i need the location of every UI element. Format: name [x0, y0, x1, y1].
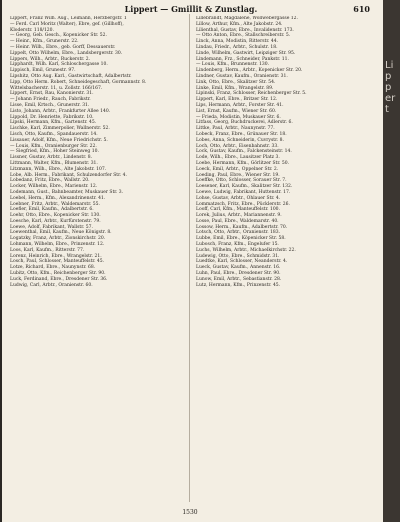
directory-entry: Lissauer, Adolf, Kfm., Neue Friedrichstr. 5.: [10, 137, 108, 143]
directory-entry: Lippert, Ernst, Rau, Kanonierstr. 31.: [10, 91, 94, 97]
directory-entry: Lode, Wilh., Ebre., Lausitzer Platz 3.: [196, 155, 280, 161]
directory-entry: — Georg, Geb. Gesch., Kopenicker Str. 52.: [10, 33, 107, 39]
directory-entry: Lobe, Alb. Herm., Fabrikant, Schulzendorfer Str. 4.: [10, 172, 127, 178]
directory-entry: Logatzky, Franz, Arbtr., Zionskirchstr. 20.: [10, 236, 106, 242]
page-number: 610: [353, 4, 370, 14]
directory-entry: Luck, Ferdinand, Ebre., Dresdener Str. 36.: [10, 276, 108, 282]
directory-entry: Loebel, Herm., Kfm., Alexandrinenstr. 41.: [10, 195, 106, 201]
directory-entry: Lobes, Anna, Schneiderin, Cuvrystr. 8.: [196, 137, 284, 143]
directory-entry: Lippert, Karl, Ebre., Britzer Str. 12.: [196, 97, 278, 103]
directory-entry: Lutz, Hermann, Kfm., Prinzenstr. 45.: [196, 282, 281, 288]
directory-entry: Lillebrandt, Magdalene, Wollwebergasse 12.: [196, 16, 298, 21]
directory-entry: Losch, Paul, Schlosser, Manteuffelstr. 45.: [10, 259, 105, 265]
directory-entry: Loewe, Adolf, Fabrikant, Wallstr. 57.: [10, 224, 93, 230]
directory-entry: Locker, Wilhelm, Ebre., Marienstr. 12.: [10, 184, 98, 190]
directory-entry: Lips, Hermann, Arbtr., Forster Str. 41.: [196, 102, 284, 108]
directory-entry: Littmann, Walter, Kfm., Blumenstr. 31.: [10, 160, 98, 166]
right-column: [196, 16, 368, 506]
directory-entry: — Siegfried, Kfm., Hoher Steinweg 10.: [10, 149, 99, 155]
directory-entry: Loesener, Karl, Kaufm., Skalitzer Str. 132.: [196, 184, 293, 190]
directory-entry: Kloderstr. 118/120.: [10, 27, 54, 33]
directory-entry: Link, Otto, Ebre., Skalitzer Str. 54.: [196, 79, 276, 85]
directory-entry: Lipinski, Franz, Schlosser, Reichenberger Str. 5.: [196, 91, 307, 97]
directory-entry: Lodemann, Gust., Bahnbeamter, Muskauer Str. 3.: [10, 189, 124, 195]
directory-entry: Luchs, Wilhelm, Arbtr., Michaelkirchstr. 22.: [196, 247, 296, 253]
directory-entry: Loewe, Ludwig, Fabrikant, Huttenstr. 17.: [196, 189, 291, 195]
directory-entry: Lubbe, Emil, Ebre., Köpenicker Str. 58.: [196, 236, 286, 242]
directory-entry: — Louis, Kfm., Oranienburger Str. 22.: [10, 143, 97, 149]
directory-entry: — Otto Anton, Ebre., Stallschreiberstr. 5.: [196, 33, 291, 39]
directory-entry: Lissner, Gustav, Arbtr., Lindenstr. 8.: [10, 155, 93, 161]
directory-entry: Litzmann, Wilh., Ebre., Alte Jakobstr. 107.: [10, 166, 107, 172]
directory-entry: Lommatzsch, Fritz, Ebre., Pücklerstr. 26.: [196, 201, 290, 207]
directory-entry: — Johann Friedr., Rauch, Fabrikstr.: [10, 97, 91, 103]
directory-entry: Luhn, Paul, Ebre., Dresdener Str. 90.: [196, 271, 281, 277]
directory-entry: Loos, Karl, Kaufm., Ritterstr. 77.: [10, 247, 85, 253]
directory-entry: Lorek, Julius, Arbtr., Mariannenstr. 9.: [196, 213, 282, 219]
directory-entry: Loch, Otto, Arbtr., Eisenbahnstr. 33.: [196, 143, 279, 149]
directory-entry: Lindau, Friedr., Arbtr., Schulstr. 18.: [196, 44, 278, 50]
directory-entry: Lipshitz, Otto Aug. Karl., Gastwirtschaft, Adalbertstr.: [10, 73, 132, 79]
header-title: Lippert — Gmillit & Zunstlag.: [124, 4, 258, 14]
directory-entry: — Heinr., Kfm., Grunerstr. 22.: [10, 39, 79, 45]
directory-entry: Lohse, Gustav, Arbtr., Ohlauer Str. 4.: [196, 195, 281, 201]
page-footer: 1530: [182, 509, 198, 516]
directory-entry: Lillow, Arthur, Kfm., Alte Jakobstr. 24.: [196, 21, 283, 27]
directory-entry: — Louis, Kfm., Brunnenstr. 130.: [196, 62, 270, 68]
directory-entry: Lohmann, Wilhelm, Ebre., Prinzenstr. 12.: [10, 242, 105, 248]
directory-entry: Lippers, Wilh., Arbtr., Ruckerstr. 2.: [10, 56, 91, 62]
directory-entry: — Frieda, Modistin, Muskauer Str. 6.: [196, 114, 281, 120]
directory-entry: Littke, Paul, Arbtr., Naunynstr. 77.: [196, 126, 275, 132]
directory-entry: Lobedanz, Fritz, Ebre., Wallstr. 20.: [10, 178, 90, 184]
directory-entry: Linke, Emil, Kfm., Wrangelstr. 89.: [196, 85, 274, 91]
directory-entry: Lindenberg, Herm., Arbtr., Kopenicker Str. 20.: [196, 68, 303, 74]
directory-entry: Loewenthal, Emil, Kaufm., Neue Königstr. 8.: [10, 230, 112, 236]
directory-entry: Loebe, Hermann, Kfm., Görlitzer Str. 50.: [196, 160, 290, 166]
spine-label: Lippert: [385, 60, 396, 115]
directory-entry: Lisch, Otto, Kaufm., Spandauerstr. 14.: [10, 131, 98, 137]
directory-entry: Ludwig, Carl, Arbtr., Oranienstr. 60.: [10, 282, 93, 288]
directory-entry: Lilienthal, Gustav, Ebre., Invalidenstr. 173.: [196, 27, 294, 33]
directory-entry: Losse, Paul, Ebre., Waldemarstr. 40.: [196, 218, 279, 224]
directory-entry: Loefler, Emil, Kaufm., Adalbertstr. 6.: [10, 207, 94, 213]
directory-entry: Lotsch, Otto, Arbtr., Oranienstr. 183.: [196, 230, 281, 236]
directory-entry: — Ferd. Carl Moritz (Walter), Ebre, gef. (Gillhoff),: [10, 21, 124, 27]
directory-entry: Lipski, Hermann, Kfm., Gartenstr. 45.: [10, 120, 97, 126]
directory-entry: Lubitz, Otto, Kfm., Reichenberger Str. 90.: [10, 271, 106, 277]
directory-entry: Linde, Wilhelm, Gastwirt, Leipziger Str. 95.: [196, 50, 296, 56]
directory-entry: Loeffke, Otto, Schlosser, Sorauer Str. 7.: [196, 178, 287, 184]
directory-entry: Ludewig, Otto, Ebre., Schmidstr. 31.: [196, 253, 280, 259]
directory-entry: Lunow, Emil, Arbtr., Sebastianstr. 28.: [196, 276, 282, 282]
directory-entry: Lippert, Franz Wilh. Aug., Leimann, Herzbergstr. 1: [10, 16, 127, 21]
directory-entry: Listo, Johann, Arbtr., Frankfurter Allee 140.: [10, 108, 111, 114]
directory-entry: Looff, Carl, Kfm., Manteuffelstr. 100.: [196, 207, 280, 213]
directory-entry: Wittelsbacherstr. 11, u. Zollstr. 166/167.: [10, 85, 103, 91]
directory-entry: Loehr, Otto, Ebre., Kopenicker Str. 130.: [10, 213, 101, 219]
directory-entry: Lossow, Herm., Kaufm., Adalbertstr. 70.: [196, 224, 288, 230]
directory-entry: Lubosch, Franz, Kfm., Engelufer 15.: [196, 242, 279, 248]
directory-entry: Lindner, Gustav, Kaufm., Oranienstr. 31.: [196, 73, 288, 79]
directory-entry: Lippelt, Otto Wilhelm, Ebre., Landsbergerstr. 30.: [10, 50, 123, 56]
page-header: [12, 3, 370, 15]
directory-entry: Lisse, Emil, Krtsch., Grunerstr. 31.: [10, 102, 90, 108]
directory-entry: Lotze, Richard, Ebre., Naunynstr. 68.: [10, 265, 96, 271]
directory-entry: Lueck, Gustav, Kaufm., Annenstr. 16.: [196, 265, 281, 271]
directory-entry: Loeck, Emil, Arbtr., Oppelner Str. 2.: [196, 166, 279, 172]
directory-entry: Loesche, Karl, Arbtr., Kurfürstenstr. 79.: [10, 218, 101, 224]
directory-entry: Loeding, Paul, Ebre., Wiener Str. 19.: [196, 172, 280, 178]
left-column: [10, 16, 182, 506]
directory-entry: List, Ernst, Kaufm., Wiener Str. 60.: [196, 108, 277, 114]
directory-entry: Lindemann, Frz., Schneider, Pankstr. 11.: [196, 56, 289, 62]
column-divider: [189, 14, 190, 502]
directory-entry: — Heinr. Wilh., Ebre., geb. Gorff, Dessauerstr.: [10, 44, 116, 50]
directory-entry: Lorenz, Heinrich, Ebre., Wrangelstr. 21.: [10, 253, 102, 259]
directory-entry: Linck, Anna, Modistin, Ritterstr. 44.: [196, 39, 279, 45]
directory-entry: Luedtke, Karl, Schlosser, Neanderstr. 4.: [196, 259, 288, 265]
directory-entry: Lock, Gustav, Kaufm., Falckensteinstr. 14.: [196, 149, 292, 155]
directory-entry: Lipphardt, Wilh. Karl, Schloschergasse 10.: [10, 62, 108, 68]
directory-entry: Lischke, Karl, Zimmerpolier, Wallnerstr. 52.: [10, 126, 110, 132]
directory-entry: Litfass, Georg, Buchdruckerei, Adlerstr. 6.: [196, 120, 293, 126]
directory-entry: Lippold, Dr. Henriette, Fabrikstr. 10.: [10, 114, 94, 120]
directory-entry: Lipp, Otto Herm. Robert, Schneidegeschaft, Gormannstr. 8.: [10, 79, 147, 85]
directory-entry: Loebner, Fritz, Arbtr., Waldemarstr. 55.: [10, 201, 100, 207]
directory-entry: Lippisch, Emil, Grunestr. 97.: [10, 68, 76, 74]
directory-entry: Lobeck, Franz, Ebre., Grünauer Str. 18.: [196, 131, 287, 137]
